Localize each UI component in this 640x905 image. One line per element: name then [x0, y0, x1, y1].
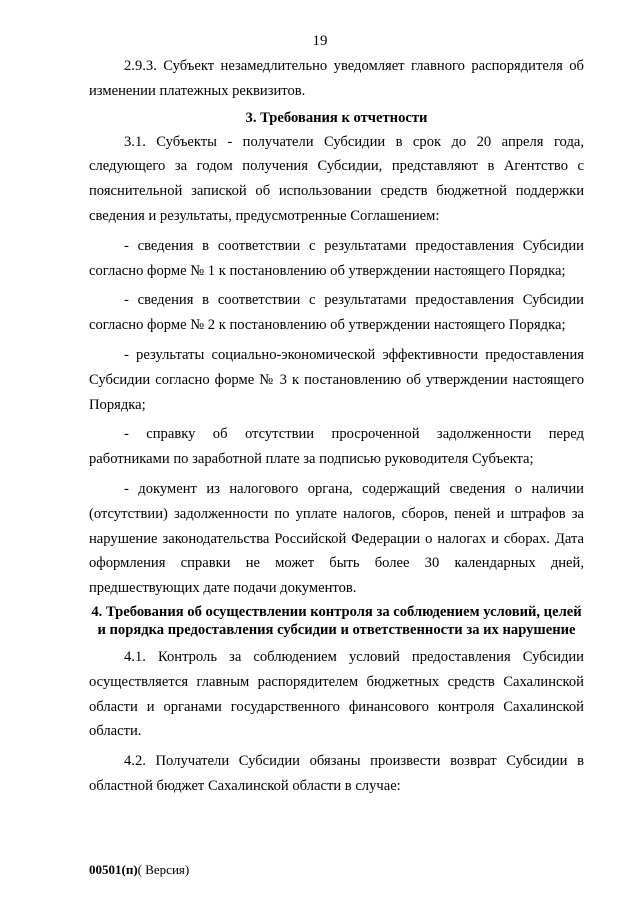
paragraph-3-1: 3.1. Субъекты - получатели Субсидии в срок до 20 апреля года, следующего за годом получения Субсидии, представляют в Агентство с пояснительной запиской об использовании средств бюджетной поддержки сведения и результаты, предусмотренные Соглашением:: [89, 133, 584, 224]
document-body: [89, 54, 584, 804]
list-item-form-2: - сведения в соответствии с результатами предоставления Субсидии согласно форме № 2 к постановлению об утверждении настоящего Порядка;: [89, 292, 584, 334]
paragraph-4-1: 4.1. Контроль за соблюдением условий предоставления Субсидии осуществляется главным распорядителем бюджетных средств Сахалинской области и органами государственного финансового контроля Сахалинской области.: [89, 648, 584, 740]
paragraph-4-2: 4.2. Получатели Субсидии обязаны произвести возврат Субсидии в областной бюджет Сахалинской области в случае:: [89, 753, 584, 794]
list-item-form-3: - результаты социально-экономической эффективности предоставления Субсидии согласно форме № 3 к постановлению об утверждении настоящего Порядка;: [89, 346, 584, 413]
section-heading-4: 4. Требования об осуществлении контроля за соблюдением условий, целей и порядка предоставления субсидии и ответственности за их нарушение: [91, 603, 582, 638]
list-item-salary-debt: - справку об отсутствии просроченной задолженности перед работниками по заработной плате за подписью руководителя Субъекта;: [89, 426, 584, 468]
document-footer: [89, 862, 189, 878]
list-item-tax-document: - документ из налогового органа, содержащий сведения о наличии (отсутствии) задолженности по уплате налогов, сборов, пеней и штрафов за нарушение законодательства Российской Федерации о налогах и сборах. Дата оформления справки не может быть более 30 календарных дней, предшествующих дате подачи документов.: [89, 480, 584, 597]
paragraph-2-9-3: 2.9.3. Субъект незамедлительно уведомляет главного распорядителя об изменении платежных реквизитов.: [89, 58, 584, 99]
section-heading-3: 3. Требования к отчетности: [245, 109, 428, 126]
footer-version: ( Версия): [137, 862, 190, 877]
footer-code: 00501(п): [89, 862, 138, 877]
list-item-form-1: - сведения в соответствии с результатами предоставления Субсидии согласно форме № 1 к постановлению об утверждении настоящего Порядка;: [89, 237, 584, 279]
page-number: 19: [312, 33, 328, 49]
